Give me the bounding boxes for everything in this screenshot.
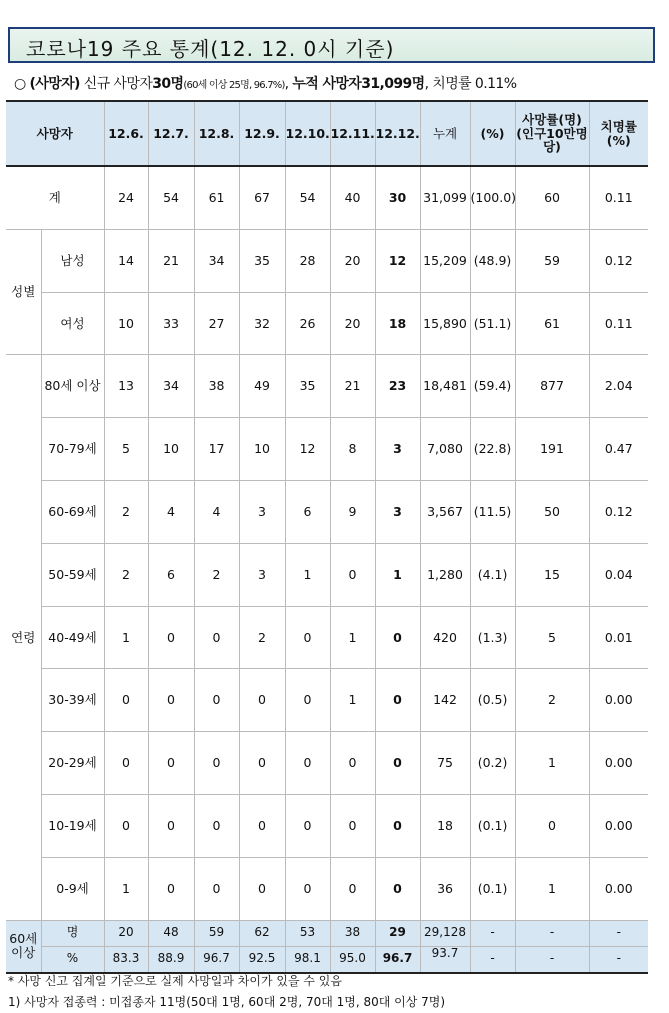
- daily-deaths-cell: 14: [104, 229, 148, 292]
- rate-cell: 60: [515, 166, 589, 229]
- daily-deaths-cell: 13: [104, 355, 148, 418]
- header-pct: (%): [470, 101, 515, 166]
- cumulative-cell: 18,481: [420, 355, 470, 418]
- daily-deaths-cell: 0: [375, 794, 420, 857]
- rate-cell: 59: [515, 229, 589, 292]
- summary-line: [14, 73, 516, 93]
- header-total: 누계: [420, 101, 470, 166]
- daily-deaths-cell: 12: [375, 229, 420, 292]
- cfr-cell: 0.11: [589, 166, 648, 229]
- dash-cell: -: [515, 920, 589, 946]
- dash-cell: -: [589, 920, 648, 946]
- row-label: 계: [6, 166, 104, 229]
- daily-deaths-cell: 1: [330, 606, 375, 669]
- header-date: 12.10.: [285, 101, 330, 166]
- cfr-cell: 2.04: [589, 355, 648, 418]
- cfr-cell: 0.11: [589, 292, 648, 355]
- header-date: 12.7.: [148, 101, 194, 166]
- table-row-age: [6, 543, 648, 606]
- daily-deaths-cell: 27: [194, 292, 239, 355]
- table-row-age: [6, 418, 648, 481]
- daily-deaths-cell: 3: [239, 480, 285, 543]
- sixty-plus-cumulative-value: 29,128: [424, 925, 467, 940]
- daily-deaths-cell: 10: [104, 292, 148, 355]
- cum-deaths-count: 31,099명: [361, 76, 425, 92]
- cumulative-cell: 142: [420, 669, 470, 732]
- cum-deaths-prefix: 누적 사망자: [292, 76, 362, 92]
- cumulative-cell: 1,280: [420, 543, 470, 606]
- sixty-plus-cell: 95.0: [330, 946, 375, 973]
- daily-deaths-cell: 0: [285, 732, 330, 795]
- daily-deaths-cell: 0: [375, 732, 420, 795]
- sixty-plus-cell: 62: [239, 920, 285, 946]
- daily-deaths-cell: 0: [330, 857, 375, 920]
- daily-deaths-cell: 49: [239, 355, 285, 418]
- group-sex: 성별: [6, 229, 41, 355]
- table-row-age: [6, 606, 648, 669]
- daily-deaths-cell: 1: [104, 857, 148, 920]
- row-label: 남성: [41, 229, 104, 292]
- cfr-text: , 치명률 0.11%: [424, 76, 517, 92]
- header-date: 12.6.: [104, 101, 148, 166]
- header-corner: 사망자: [6, 101, 104, 166]
- share-cell: (0.1): [470, 794, 515, 857]
- daily-deaths-cell: 0: [239, 794, 285, 857]
- daily-deaths-cell: 35: [285, 355, 330, 418]
- sixty-plus-cell: 96.7: [194, 946, 239, 973]
- sixty-plus-cell: 98.1: [285, 946, 330, 973]
- share-cell: (59.4): [470, 355, 515, 418]
- daily-deaths-cell: 9: [330, 480, 375, 543]
- daily-deaths-cell: 18: [375, 292, 420, 355]
- cfr-cell: 0.00: [589, 732, 648, 795]
- row-label: 60-69세: [41, 480, 104, 543]
- footnote: 1) 사망자 접종력 : 미접종자 11명(50대 1명, 60대 2명, 70대 1명, 80대 이상 7명): [8, 995, 446, 1009]
- daily-deaths-cell: 2: [104, 480, 148, 543]
- rate-cell: 877: [515, 355, 589, 418]
- cumulative-cell: 36: [420, 857, 470, 920]
- dash-cell: -: [470, 946, 515, 973]
- rate-cell: 2: [515, 669, 589, 732]
- daily-deaths-cell: 0: [148, 857, 194, 920]
- cumulative-cell: 15,890: [420, 292, 470, 355]
- daily-deaths-cell: 23: [375, 355, 420, 418]
- daily-deaths-cell: 0: [239, 857, 285, 920]
- daily-deaths-cell: 0: [375, 857, 420, 920]
- rate-cell: 0: [515, 794, 589, 857]
- dash-cell: -: [515, 946, 589, 973]
- title-box: [8, 27, 655, 63]
- daily-deaths-cell: 0: [239, 732, 285, 795]
- cumulative-cell: 3,567: [420, 480, 470, 543]
- daily-deaths-cell: 0: [285, 794, 330, 857]
- rate-cell: 5: [515, 606, 589, 669]
- table-row-total: [6, 166, 648, 229]
- row-label: 50-59세: [41, 543, 104, 606]
- cfr-cell: 0.12: [589, 229, 648, 292]
- daily-deaths-cell: 0: [285, 857, 330, 920]
- daily-deaths-cell: 12: [285, 418, 330, 481]
- daily-deaths-cell: 0: [330, 732, 375, 795]
- rate-cell: 1: [515, 857, 589, 920]
- header-date: 12.12.: [375, 101, 420, 166]
- row-label: 0-9세: [41, 857, 104, 920]
- row-label: 70-79세: [41, 418, 104, 481]
- unit-label: 명: [41, 920, 104, 946]
- header-row: [6, 101, 648, 166]
- daily-deaths-cell: 3: [375, 418, 420, 481]
- daily-deaths-cell: 34: [194, 229, 239, 292]
- daily-deaths-cell: 0: [194, 857, 239, 920]
- sixty-plus-cell: 53: [285, 920, 330, 946]
- daily-deaths-cell: 0: [194, 732, 239, 795]
- sixty-plus-cell: 88.9: [148, 946, 194, 973]
- daily-deaths-cell: 2: [104, 543, 148, 606]
- table-row-age: [6, 480, 648, 543]
- sixty-plus-cell: 83.3: [104, 946, 148, 973]
- table-row-age: [6, 794, 648, 857]
- daily-deaths-cell: 4: [194, 480, 239, 543]
- sixty-plus-cumulative: [420, 946, 470, 973]
- table-row-60plus-pct: [6, 946, 648, 973]
- table-row-age: [6, 355, 648, 418]
- header-date: 12.8.: [194, 101, 239, 166]
- share-cell: (22.8): [470, 418, 515, 481]
- rate-cell: 50: [515, 480, 589, 543]
- header-date: 12.9.: [239, 101, 285, 166]
- table-row-female: [6, 292, 648, 355]
- daily-deaths-cell: 54: [148, 166, 194, 229]
- daily-deaths-cell: 6: [148, 543, 194, 606]
- cumulative-cell: 420: [420, 606, 470, 669]
- share-cell: (51.1): [470, 292, 515, 355]
- cumulative-cell: 7,080: [420, 418, 470, 481]
- cfr-cell: 0.12: [589, 480, 648, 543]
- separator: ,: [284, 76, 289, 92]
- section-label: (사망자): [29, 76, 80, 92]
- row-label: 여성: [41, 292, 104, 355]
- daily-deaths-cell: 20: [330, 229, 375, 292]
- cfr-cell: 0.00: [589, 669, 648, 732]
- dash-cell: -: [470, 920, 515, 946]
- sixty-plus-cell: 59: [194, 920, 239, 946]
- daily-deaths-cell: 26: [285, 292, 330, 355]
- new-deaths-prefix: 신규 사망자: [83, 76, 153, 92]
- daily-deaths-cell: 3: [239, 543, 285, 606]
- new-deaths-detail: (60세 이상 25명, 96.7%): [183, 80, 285, 91]
- rate-cell: 15: [515, 543, 589, 606]
- daily-deaths-cell: 0: [104, 794, 148, 857]
- sixty-plus-cell: 29: [375, 920, 420, 946]
- row-label: 80세 이상: [41, 355, 104, 418]
- cumulative-cell: 31,099: [420, 166, 470, 229]
- cumulative-cell: 15,209: [420, 229, 470, 292]
- share-cell: (1.3): [470, 606, 515, 669]
- footnote: * 사망 신고 집계일 기준으로 실제 사망일과 차이가 있을 수 있음: [8, 974, 342, 988]
- daily-deaths-cell: 0: [194, 794, 239, 857]
- sixty-plus-cell: 92.5: [239, 946, 285, 973]
- new-deaths-count: 30명: [152, 76, 184, 92]
- daily-deaths-cell: 1: [104, 606, 148, 669]
- daily-deaths-cell: 0: [239, 669, 285, 732]
- daily-deaths-cell: 0: [375, 669, 420, 732]
- dash-cell: -: [589, 946, 648, 973]
- daily-deaths-cell: 3: [375, 480, 420, 543]
- share-cell: (0.2): [470, 732, 515, 795]
- unit-label: %: [41, 946, 104, 973]
- daily-deaths-cell: 1: [285, 543, 330, 606]
- share-cell: (11.5): [470, 480, 515, 543]
- group-age: 연령: [6, 355, 41, 920]
- share-cell: (48.9): [470, 229, 515, 292]
- daily-deaths-cell: 0: [330, 794, 375, 857]
- sixty-plus-cell: 38: [330, 920, 375, 946]
- cfr-cell: 0.00: [589, 794, 648, 857]
- daily-deaths-cell: 24: [104, 166, 148, 229]
- row-label: 20-29세: [41, 732, 104, 795]
- daily-deaths-cell: 0: [148, 669, 194, 732]
- sixty-plus-cell: 96.7: [375, 946, 420, 973]
- daily-deaths-cell: 21: [148, 229, 194, 292]
- daily-deaths-cell: 0: [148, 794, 194, 857]
- table-row-60plus-count: [6, 920, 648, 946]
- cumulative-cell: 75: [420, 732, 470, 795]
- page-title: 코로나19 주요 통계(12. 12. 0시 기준): [26, 37, 395, 61]
- daily-deaths-cell: 0: [330, 543, 375, 606]
- rate-cell: 1: [515, 732, 589, 795]
- daily-deaths-cell: 4: [148, 480, 194, 543]
- cfr-cell: 0.00: [589, 857, 648, 920]
- deaths-table: [6, 100, 648, 974]
- daily-deaths-cell: 0: [148, 606, 194, 669]
- daily-deaths-cell: 0: [285, 669, 330, 732]
- share-cell: (100.0): [470, 166, 515, 229]
- cfr-cell: 0.01: [589, 606, 648, 669]
- daily-deaths-cell: 5: [104, 418, 148, 481]
- daily-deaths-cell: 2: [194, 543, 239, 606]
- group-60plus: 60세 이상: [6, 920, 41, 973]
- share-cell: (0.5): [470, 669, 515, 732]
- row-label: 40-49세: [41, 606, 104, 669]
- sixty-plus-cell: 20: [104, 920, 148, 946]
- daily-deaths-cell: 0: [148, 732, 194, 795]
- daily-deaths-cell: 34: [148, 355, 194, 418]
- daily-deaths-cell: 0: [104, 732, 148, 795]
- table-row-male: [6, 229, 648, 292]
- daily-deaths-cell: 6: [285, 480, 330, 543]
- table-row-age: [6, 669, 648, 732]
- rate-cell: 61: [515, 292, 589, 355]
- daily-deaths-cell: 32: [239, 292, 285, 355]
- daily-deaths-cell: 0: [194, 606, 239, 669]
- sixty-plus-cell: 48: [148, 920, 194, 946]
- row-label: 30-39세: [41, 669, 104, 732]
- daily-deaths-cell: 0: [375, 606, 420, 669]
- daily-deaths-cell: 8: [330, 418, 375, 481]
- cumulative-cell: 18: [420, 794, 470, 857]
- daily-deaths-cell: 61: [194, 166, 239, 229]
- daily-deaths-cell: 35: [239, 229, 285, 292]
- daily-deaths-cell: 20: [330, 292, 375, 355]
- row-label: 10-19세: [41, 794, 104, 857]
- cfr-cell: 0.04: [589, 543, 648, 606]
- sixty-plus-cumulative-value: 93.7: [431, 946, 459, 961]
- daily-deaths-cell: 10: [239, 418, 285, 481]
- cfr-cell: 0.47: [589, 418, 648, 481]
- daily-deaths-cell: 17: [194, 418, 239, 481]
- daily-deaths-cell: 0: [104, 669, 148, 732]
- daily-deaths-cell: 67: [239, 166, 285, 229]
- daily-deaths-cell: 38: [194, 355, 239, 418]
- daily-deaths-cell: 10: [148, 418, 194, 481]
- daily-deaths-cell: 0: [194, 669, 239, 732]
- rate-cell: 191: [515, 418, 589, 481]
- sixty-plus-cumulative: [420, 920, 470, 946]
- daily-deaths-cell: 28: [285, 229, 330, 292]
- daily-deaths-cell: 33: [148, 292, 194, 355]
- daily-deaths-cell: 54: [285, 166, 330, 229]
- share-cell: (0.1): [470, 857, 515, 920]
- header-date: 12.11.: [330, 101, 375, 166]
- daily-deaths-cell: 1: [375, 543, 420, 606]
- daily-deaths-cell: 0: [285, 606, 330, 669]
- table-row-age: [6, 732, 648, 795]
- header-rate: 사망률(명)(인구10만명당): [515, 101, 589, 166]
- header-cfr: 치명률(%): [589, 101, 648, 166]
- footnotes: [8, 971, 445, 1013]
- daily-deaths-cell: 2: [239, 606, 285, 669]
- daily-deaths-cell: 30: [375, 166, 420, 229]
- daily-deaths-cell: 1: [330, 669, 375, 732]
- daily-deaths-cell: 40: [330, 166, 375, 229]
- daily-deaths-cell: 21: [330, 355, 375, 418]
- bullet: ○: [14, 76, 26, 92]
- table-row-age: [6, 857, 648, 920]
- share-cell: (4.1): [470, 543, 515, 606]
